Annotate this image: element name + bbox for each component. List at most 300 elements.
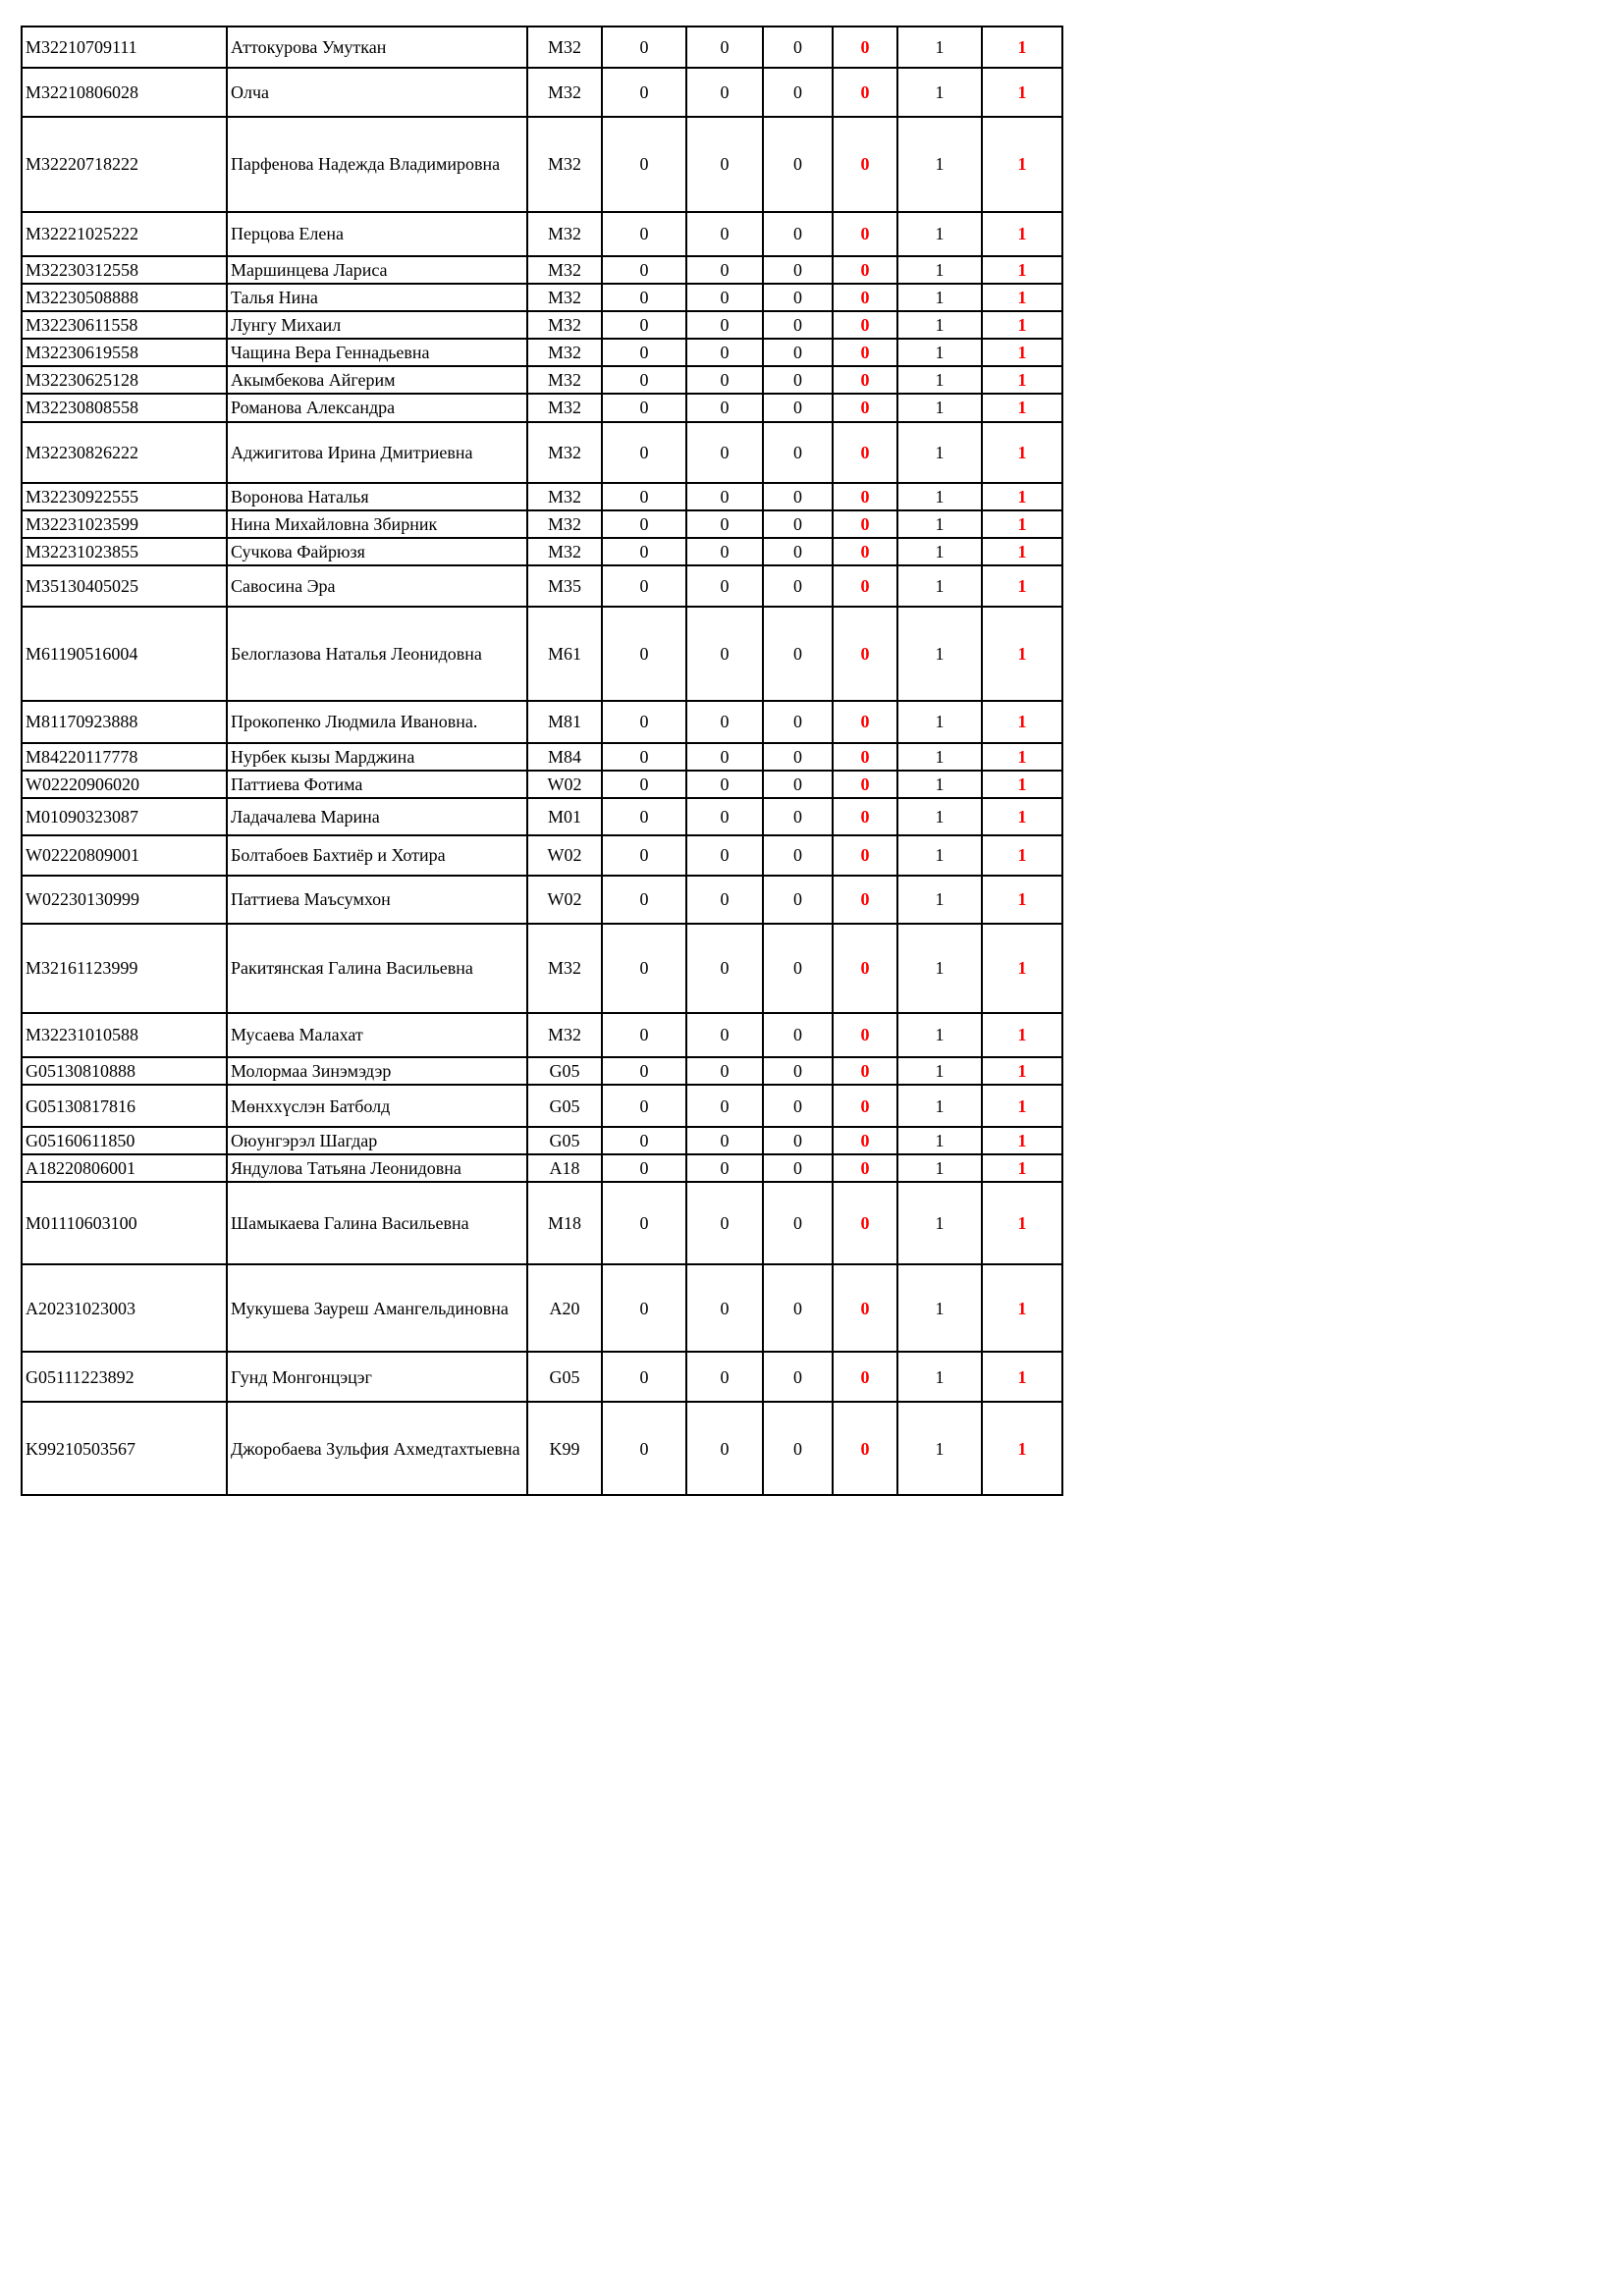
cell-value-3: 0	[763, 1127, 833, 1154]
cell-value-2: 0	[686, 311, 763, 339]
cell-value-1: 0	[602, 538, 686, 565]
cell-value-3: 0	[763, 835, 833, 876]
cell-value-1: 0	[602, 743, 686, 771]
cell-total: 1	[982, 1013, 1062, 1057]
cell-value-4: 0	[833, 117, 897, 212]
cell-value-1: 0	[602, 1182, 686, 1264]
cell-value-2: 0	[686, 607, 763, 701]
cell-value-5: 1	[897, 1402, 982, 1495]
cell-value-3: 0	[763, 607, 833, 701]
cell-code: M32	[527, 366, 602, 394]
cell-value-2: 0	[686, 339, 763, 366]
cell-value-4: 0	[833, 1182, 897, 1264]
table-row	[22, 483, 1062, 510]
table-row	[22, 771, 1062, 798]
cell-code: M32	[527, 212, 602, 256]
cell-value-1: 0	[602, 607, 686, 701]
cell-value-5: 1	[897, 607, 982, 701]
cell-code: M81	[527, 701, 602, 743]
cell-value-5: 1	[897, 1085, 982, 1127]
table-row	[22, 366, 1062, 394]
cell-value-5: 1	[897, 1057, 982, 1085]
cell-value-3: 0	[763, 212, 833, 256]
table-row	[22, 924, 1062, 1013]
cell-value-4: 0	[833, 701, 897, 743]
cell-total: 1	[982, 1352, 1062, 1402]
cell-value-4: 0	[833, 798, 897, 835]
cell-total: 1	[982, 284, 1062, 311]
cell-value-2: 0	[686, 538, 763, 565]
cell-name: Савосина Эра	[227, 565, 527, 607]
cell-value-1: 0	[602, 1013, 686, 1057]
cell-value-4: 0	[833, 1127, 897, 1154]
cell-value-2: 0	[686, 510, 763, 538]
cell-name: Нурбек кызы Марджина	[227, 743, 527, 771]
cell-value-5: 1	[897, 1127, 982, 1154]
cell-id: M32161123999	[22, 924, 227, 1013]
table-row	[22, 1182, 1062, 1264]
cell-value-2: 0	[686, 743, 763, 771]
cell-name: Воронова Наталья	[227, 483, 527, 510]
cell-value-5: 1	[897, 510, 982, 538]
cell-value-5: 1	[897, 1352, 982, 1402]
cell-value-2: 0	[686, 771, 763, 798]
cell-value-4: 0	[833, 422, 897, 483]
cell-total: 1	[982, 1057, 1062, 1085]
cell-code: G05	[527, 1352, 602, 1402]
table-row	[22, 256, 1062, 284]
cell-value-2: 0	[686, 876, 763, 924]
cell-value-5: 1	[897, 339, 982, 366]
cell-name: Талья Нина	[227, 284, 527, 311]
cell-value-2: 0	[686, 68, 763, 117]
cell-value-1: 0	[602, 27, 686, 68]
table-row	[22, 835, 1062, 876]
cell-value-4: 0	[833, 876, 897, 924]
cell-value-2: 0	[686, 701, 763, 743]
cell-name: Прокопенко Людмила Ивановна.	[227, 701, 527, 743]
cell-value-3: 0	[763, 924, 833, 1013]
cell-value-4: 0	[833, 743, 897, 771]
cell-value-4: 0	[833, 339, 897, 366]
cell-name: Романова Александра	[227, 394, 527, 421]
cell-total: 1	[982, 1182, 1062, 1264]
cell-id: M32231023599	[22, 510, 227, 538]
cell-name: Мусаева Малахат	[227, 1013, 527, 1057]
cell-code: M32	[527, 339, 602, 366]
cell-code: M18	[527, 1182, 602, 1264]
cell-value-2: 0	[686, 1057, 763, 1085]
cell-value-1: 0	[602, 1154, 686, 1182]
table-row	[22, 212, 1062, 256]
cell-value-1: 0	[602, 68, 686, 117]
cell-code: M32	[527, 924, 602, 1013]
table-row	[22, 1402, 1062, 1495]
cell-name: Яндулова Татьяна Леонидовна	[227, 1154, 527, 1182]
cell-id: M35130405025	[22, 565, 227, 607]
cell-value-4: 0	[833, 1057, 897, 1085]
cell-id: M84220117778	[22, 743, 227, 771]
cell-value-4: 0	[833, 284, 897, 311]
cell-code: M32	[527, 1013, 602, 1057]
cell-code: G05	[527, 1057, 602, 1085]
cell-value-2: 0	[686, 483, 763, 510]
cell-code: K99	[527, 1402, 602, 1495]
cell-value-2: 0	[686, 394, 763, 421]
table-row	[22, 394, 1062, 421]
cell-total: 1	[982, 27, 1062, 68]
cell-name: Аджигитова Ирина Дмитриевна	[227, 422, 527, 483]
cell-name: Болтабоев Бахтиёр и Хотира	[227, 835, 527, 876]
cell-value-2: 0	[686, 1182, 763, 1264]
cell-value-4: 0	[833, 835, 897, 876]
cell-id: M32210806028	[22, 68, 227, 117]
cell-value-3: 0	[763, 256, 833, 284]
cell-value-4: 0	[833, 212, 897, 256]
cell-value-2: 0	[686, 835, 763, 876]
cell-value-3: 0	[763, 1085, 833, 1127]
cell-value-4: 0	[833, 27, 897, 68]
cell-code: M32	[527, 394, 602, 421]
cell-value-5: 1	[897, 1013, 982, 1057]
cell-value-3: 0	[763, 284, 833, 311]
cell-code: M32	[527, 538, 602, 565]
table-row	[22, 1057, 1062, 1085]
cell-code: G05	[527, 1127, 602, 1154]
cell-value-4: 0	[833, 68, 897, 117]
cell-id: M32221025222	[22, 212, 227, 256]
cell-total: 1	[982, 798, 1062, 835]
cell-total: 1	[982, 510, 1062, 538]
cell-name: Мөнххүслэн Батболд	[227, 1085, 527, 1127]
cell-total: 1	[982, 1264, 1062, 1352]
cell-value-2: 0	[686, 1127, 763, 1154]
cell-name: Маршинцева Лариса	[227, 256, 527, 284]
table-row	[22, 1264, 1062, 1352]
cell-value-1: 0	[602, 771, 686, 798]
cell-value-3: 0	[763, 565, 833, 607]
cell-value-3: 0	[763, 366, 833, 394]
table-row	[22, 1352, 1062, 1402]
table-body	[22, 27, 1062, 1495]
cell-total: 1	[982, 1154, 1062, 1182]
cell-value-1: 0	[602, 394, 686, 421]
cell-value-1: 0	[602, 510, 686, 538]
cell-value-1: 0	[602, 565, 686, 607]
cell-value-5: 1	[897, 876, 982, 924]
cell-code: M32	[527, 256, 602, 284]
cell-id: M32230922555	[22, 483, 227, 510]
cell-name: Мукушева Зауреш Амангельдиновна	[227, 1264, 527, 1352]
cell-name: Гунд Монгонцэцэг	[227, 1352, 527, 1402]
cell-value-4: 0	[833, 538, 897, 565]
cell-value-1: 0	[602, 876, 686, 924]
cell-value-2: 0	[686, 117, 763, 212]
cell-total: 1	[982, 366, 1062, 394]
cell-name: Лунгу Михаил	[227, 311, 527, 339]
cell-id: M32230611558	[22, 311, 227, 339]
cell-value-4: 0	[833, 1013, 897, 1057]
cell-code: G05	[527, 1085, 602, 1127]
cell-total: 1	[982, 835, 1062, 876]
cell-name: Ракитянская Галина Васильевна	[227, 924, 527, 1013]
table-row	[22, 1154, 1062, 1182]
cell-id: A20231023003	[22, 1264, 227, 1352]
cell-name: Шамыкаева Галина Васильевна	[227, 1182, 527, 1264]
cell-value-2: 0	[686, 212, 763, 256]
cell-value-5: 1	[897, 701, 982, 743]
cell-value-1: 0	[602, 1264, 686, 1352]
cell-id: M32231010588	[22, 1013, 227, 1057]
cell-value-3: 0	[763, 701, 833, 743]
cell-id: M61190516004	[22, 607, 227, 701]
table-row	[22, 538, 1062, 565]
cell-value-4: 0	[833, 1085, 897, 1127]
cell-code: W02	[527, 876, 602, 924]
cell-name: Олча	[227, 68, 527, 117]
cell-id: M32230619558	[22, 339, 227, 366]
cell-value-4: 0	[833, 483, 897, 510]
cell-value-4: 0	[833, 1264, 897, 1352]
cell-code: A18	[527, 1154, 602, 1182]
cell-name: Парфенова Надежда Владимировна	[227, 117, 527, 212]
cell-code: A20	[527, 1264, 602, 1352]
table-row	[22, 1127, 1062, 1154]
cell-code: W02	[527, 771, 602, 798]
table-row	[22, 1085, 1062, 1127]
cell-value-3: 0	[763, 27, 833, 68]
table-row	[22, 311, 1062, 339]
cell-value-1: 0	[602, 1085, 686, 1127]
cell-value-1: 0	[602, 1352, 686, 1402]
cell-value-5: 1	[897, 1182, 982, 1264]
cell-total: 1	[982, 743, 1062, 771]
cell-total: 1	[982, 924, 1062, 1013]
cell-value-1: 0	[602, 483, 686, 510]
cell-value-1: 0	[602, 1057, 686, 1085]
cell-value-1: 0	[602, 212, 686, 256]
table-row	[22, 510, 1062, 538]
table-row	[22, 701, 1062, 743]
cell-value-4: 0	[833, 771, 897, 798]
cell-value-5: 1	[897, 798, 982, 835]
cell-code: M32	[527, 483, 602, 510]
cell-total: 1	[982, 117, 1062, 212]
cell-total: 1	[982, 394, 1062, 421]
cell-id: M32230808558	[22, 394, 227, 421]
cell-value-2: 0	[686, 256, 763, 284]
cell-value-5: 1	[897, 1264, 982, 1352]
cell-value-3: 0	[763, 117, 833, 212]
cell-value-5: 1	[897, 256, 982, 284]
cell-value-2: 0	[686, 1402, 763, 1495]
cell-value-3: 0	[763, 771, 833, 798]
cell-id: G05111223892	[22, 1352, 227, 1402]
cell-name: Нина Михайловна Збирник	[227, 510, 527, 538]
cell-total: 1	[982, 771, 1062, 798]
cell-value-5: 1	[897, 366, 982, 394]
cell-value-3: 0	[763, 510, 833, 538]
cell-total: 1	[982, 538, 1062, 565]
cell-value-5: 1	[897, 311, 982, 339]
cell-id: M32230625128	[22, 366, 227, 394]
cell-total: 1	[982, 701, 1062, 743]
cell-value-1: 0	[602, 256, 686, 284]
cell-name: Перцова Елена	[227, 212, 527, 256]
cell-name: Паттиева Фотима	[227, 771, 527, 798]
cell-value-5: 1	[897, 771, 982, 798]
cell-value-3: 0	[763, 1182, 833, 1264]
participants-table	[21, 26, 1063, 1496]
cell-name: Паттиева Маъсумхон	[227, 876, 527, 924]
cell-value-1: 0	[602, 835, 686, 876]
cell-value-1: 0	[602, 422, 686, 483]
cell-value-5: 1	[897, 394, 982, 421]
cell-code: M32	[527, 311, 602, 339]
cell-name: Молормаа Зинэмэдэр	[227, 1057, 527, 1085]
cell-value-1: 0	[602, 284, 686, 311]
cell-id: W02220809001	[22, 835, 227, 876]
cell-id: W02230130999	[22, 876, 227, 924]
cell-value-5: 1	[897, 835, 982, 876]
cell-id: K99210503567	[22, 1402, 227, 1495]
cell-value-2: 0	[686, 798, 763, 835]
cell-id: M01090323087	[22, 798, 227, 835]
cell-value-5: 1	[897, 1154, 982, 1182]
cell-code: M32	[527, 422, 602, 483]
cell-value-2: 0	[686, 1085, 763, 1127]
cell-value-1: 0	[602, 701, 686, 743]
table-row	[22, 798, 1062, 835]
cell-value-4: 0	[833, 1402, 897, 1495]
cell-value-5: 1	[897, 284, 982, 311]
cell-value-2: 0	[686, 284, 763, 311]
table-row	[22, 876, 1062, 924]
cell-value-4: 0	[833, 366, 897, 394]
cell-value-5: 1	[897, 565, 982, 607]
cell-value-3: 0	[763, 1352, 833, 1402]
cell-name: Джоробаева Зульфия Ахмедтахтыевна	[227, 1402, 527, 1495]
cell-name: Ладачалева Марина	[227, 798, 527, 835]
cell-total: 1	[982, 565, 1062, 607]
cell-code: M84	[527, 743, 602, 771]
cell-value-3: 0	[763, 422, 833, 483]
cell-value-4: 0	[833, 565, 897, 607]
cell-value-4: 0	[833, 607, 897, 701]
table-row	[22, 422, 1062, 483]
cell-value-5: 1	[897, 483, 982, 510]
cell-total: 1	[982, 311, 1062, 339]
cell-id: G05130817816	[22, 1085, 227, 1127]
cell-total: 1	[982, 339, 1062, 366]
cell-value-4: 0	[833, 1154, 897, 1182]
cell-value-2: 0	[686, 924, 763, 1013]
cell-value-1: 0	[602, 1402, 686, 1495]
cell-value-5: 1	[897, 68, 982, 117]
table-row	[22, 68, 1062, 117]
table-row	[22, 1013, 1062, 1057]
cell-value-2: 0	[686, 565, 763, 607]
cell-value-1: 0	[602, 924, 686, 1013]
cell-value-3: 0	[763, 1402, 833, 1495]
cell-value-3: 0	[763, 538, 833, 565]
cell-name: Оюунгэрэл Шагдар	[227, 1127, 527, 1154]
cell-name: Чащина Вера Геннадьевна	[227, 339, 527, 366]
cell-total: 1	[982, 607, 1062, 701]
cell-total: 1	[982, 256, 1062, 284]
cell-value-3: 0	[763, 876, 833, 924]
cell-total: 1	[982, 1402, 1062, 1495]
cell-id: M81170923888	[22, 701, 227, 743]
document-sheet	[21, 26, 1063, 1496]
table-row	[22, 284, 1062, 311]
cell-value-2: 0	[686, 1264, 763, 1352]
cell-value-3: 0	[763, 798, 833, 835]
cell-name: Аттокурова Умуткан	[227, 27, 527, 68]
cell-id: M32230508888	[22, 284, 227, 311]
cell-value-4: 0	[833, 394, 897, 421]
cell-value-5: 1	[897, 27, 982, 68]
cell-code: M32	[527, 510, 602, 538]
cell-value-5: 1	[897, 212, 982, 256]
cell-value-3: 0	[763, 311, 833, 339]
cell-total: 1	[982, 1085, 1062, 1127]
cell-value-2: 0	[686, 1352, 763, 1402]
cell-code: M01	[527, 798, 602, 835]
cell-value-1: 0	[602, 117, 686, 212]
cell-code: M32	[527, 68, 602, 117]
cell-value-4: 0	[833, 256, 897, 284]
cell-id: A18220806001	[22, 1154, 227, 1182]
cell-name: Белоглазова Наталья Леонидовна	[227, 607, 527, 701]
cell-total: 1	[982, 876, 1062, 924]
cell-total: 1	[982, 422, 1062, 483]
cell-value-5: 1	[897, 743, 982, 771]
cell-value-5: 1	[897, 422, 982, 483]
cell-name: Сучкова Файрюзя	[227, 538, 527, 565]
cell-id: G05160611850	[22, 1127, 227, 1154]
cell-value-2: 0	[686, 1154, 763, 1182]
cell-value-4: 0	[833, 924, 897, 1013]
table-row	[22, 27, 1062, 68]
cell-value-1: 0	[602, 1127, 686, 1154]
cell-code: M32	[527, 27, 602, 68]
cell-value-1: 0	[602, 798, 686, 835]
cell-code: M61	[527, 607, 602, 701]
cell-id: W02220906020	[22, 771, 227, 798]
cell-value-3: 0	[763, 1154, 833, 1182]
cell-value-3: 0	[763, 339, 833, 366]
cell-id: G05130810888	[22, 1057, 227, 1085]
cell-id: M01110603100	[22, 1182, 227, 1264]
cell-id: M32231023855	[22, 538, 227, 565]
cell-value-2: 0	[686, 422, 763, 483]
cell-value-2: 0	[686, 366, 763, 394]
cell-value-1: 0	[602, 366, 686, 394]
cell-value-4: 0	[833, 311, 897, 339]
cell-code: M32	[527, 117, 602, 212]
cell-value-3: 0	[763, 68, 833, 117]
cell-value-2: 0	[686, 1013, 763, 1057]
table-row	[22, 565, 1062, 607]
cell-code: M32	[527, 284, 602, 311]
cell-id: M32230312558	[22, 256, 227, 284]
cell-value-3: 0	[763, 1057, 833, 1085]
cell-id: M32230826222	[22, 422, 227, 483]
cell-value-3: 0	[763, 483, 833, 510]
cell-name: Акымбекова Айгерим	[227, 366, 527, 394]
table-row	[22, 117, 1062, 212]
